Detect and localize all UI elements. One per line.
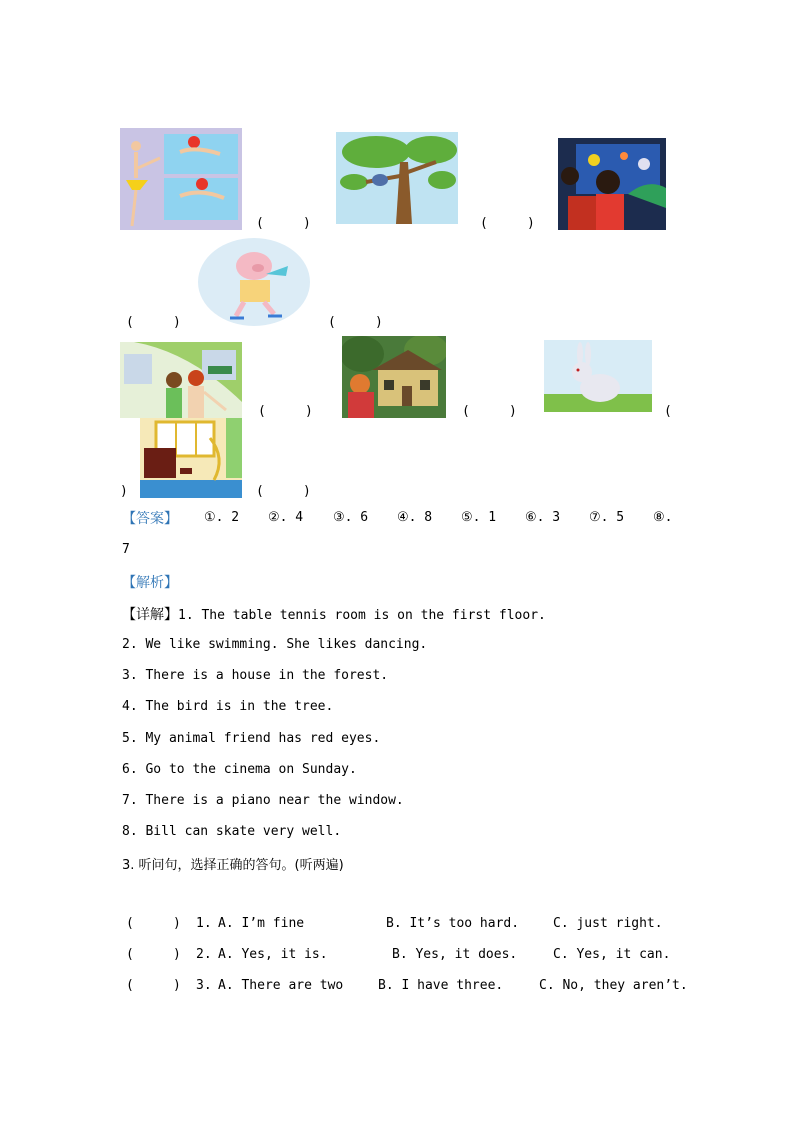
detail-line-1 [122, 604, 546, 624]
answer-paren-5[interactable]: ( ) [462, 404, 517, 419]
answer-paren-2[interactable]: ( ) [480, 216, 535, 231]
detail-line-7: 7. There is a piano near the window. [122, 793, 404, 808]
section-3-title: 3. 听问句，选择正确的答句。(听两遍) [122, 858, 344, 873]
answer-item-6: ⑥. 3 [525, 510, 561, 525]
answer-paren-3[interactable]: ( ) [328, 315, 383, 330]
answer-item-1: ①. 2 [204, 510, 240, 525]
question-2-number: 2. [196, 947, 212, 962]
question-3-option-b[interactable]: B. I have three. [378, 978, 504, 993]
detail-line-6: 6. Go to the cinema on Sunday. [122, 762, 357, 777]
house-in-forest-picture [342, 336, 446, 418]
answer-item-5: ⑤. 1 [461, 510, 497, 525]
dancing-swimming-picture [120, 128, 242, 230]
answer-paren-6[interactable]: ( [664, 404, 672, 419]
answer-paren-row4-left[interactable]: ) [120, 484, 128, 499]
answer-item-7: ⑦. 5 [589, 510, 625, 525]
question-1-number: 1. [196, 916, 212, 931]
question-2-option-a[interactable]: A. Yes, it is. [218, 947, 328, 962]
table-tennis-room-picture [120, 342, 242, 418]
piano-window-picture [140, 418, 242, 498]
skating-pig-picture [196, 236, 312, 328]
detail-label: 【详解】 [122, 607, 178, 623]
question-1-option-c[interactable]: C. just right. [553, 916, 663, 931]
question-1-option-a[interactable]: A. I’m fine [218, 916, 305, 931]
question-1-paren[interactable]: ( ) [126, 916, 181, 931]
question-3-paren[interactable]: ( ) [126, 978, 181, 993]
rabbit-picture [544, 340, 652, 412]
detail-line-3: 3. There is a house in the forest. [122, 668, 389, 683]
answer-paren-4[interactable]: ( ) [258, 404, 313, 419]
detail-text-1: 1. The table tennis room is on the first floor. [178, 608, 546, 623]
answer-item-4: ④. 8 [397, 510, 433, 525]
detail-line-2: 2. We like swimming. She likes dancing. [122, 637, 428, 652]
answer-paren-1[interactable]: ( ) [256, 216, 311, 231]
question-2-option-b[interactable]: B. Yes, it does. [392, 947, 518, 962]
answer-item-8: ⑧. [653, 510, 673, 525]
question-3-option-a[interactable]: A. There are two [218, 978, 344, 993]
detail-line-8: 8. Bill can skate very well. [122, 824, 342, 839]
question-1-option-b[interactable]: B. It’s too hard. [386, 916, 520, 931]
question-3-option-c[interactable]: C. No, they aren’t. [539, 978, 688, 993]
answer-paren-row2-left[interactable]: ( ) [126, 315, 181, 330]
question-2-option-c[interactable]: C. Yes, it can. [553, 947, 671, 962]
detail-line-4: 4. The bird is in the tree. [122, 699, 334, 714]
cinema-picture [558, 138, 666, 230]
answer-item-8-wrap: 7 [122, 542, 130, 557]
answer-item-3: ③. 6 [333, 510, 369, 525]
question-3-number: 3. [196, 978, 212, 993]
answer-label: 【答案】 [122, 511, 178, 527]
bird-in-tree-picture [336, 132, 458, 224]
detail-line-5: 5. My animal friend has red eyes. [122, 731, 381, 746]
analysis-label: 【解析】 [122, 575, 178, 591]
answer-item-2: ②. 4 [268, 510, 304, 525]
answer-paren-7[interactable]: ( ) [256, 484, 311, 499]
question-2-paren[interactable]: ( ) [126, 947, 181, 962]
